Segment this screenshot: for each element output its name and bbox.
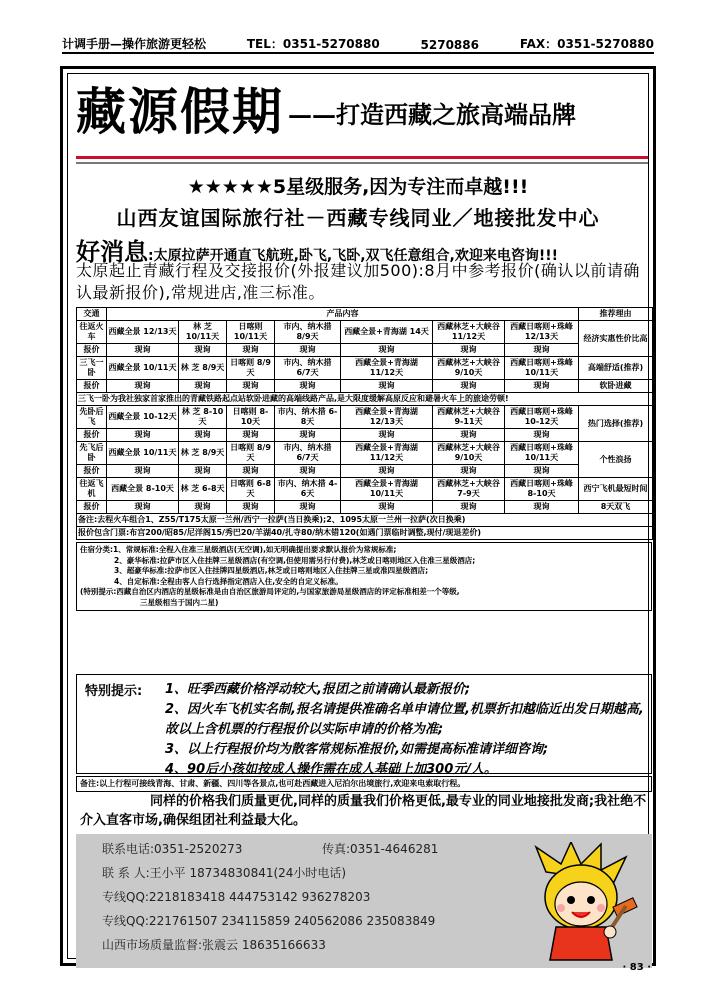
price-ask: 现询 [275, 501, 341, 514]
product-cell: 西藏全景+青海湖 12/13天 [341, 406, 433, 429]
price-ask: 现询 [179, 465, 227, 478]
product-cell: 西藏全景 10/11天 [107, 442, 179, 465]
recommend-reason: 经济实惠性价比高 [579, 321, 653, 357]
contact-person: 联 系 人:王小平 18734830841(24小时电话) [102, 866, 347, 880]
special-tips [76, 674, 652, 777]
price-table [76, 307, 653, 540]
transport-mode: 先飞后卧 [77, 442, 107, 465]
price-ask: 现询 [505, 429, 579, 442]
table-header-row [77, 308, 653, 321]
accommodation-note-line: 3、超豪华标准:拉萨市区入住挂牌四星级酒店,林芝或日喀则地区入住挂牌三星或准四星级酒店; [114, 566, 429, 575]
product-cell: 西藏全景 10-12天 [107, 406, 179, 429]
product-cell: 西藏林芝+大峡谷 7-9天 [433, 478, 505, 501]
page-header [62, 34, 654, 54]
price-ask: 现询 [275, 380, 341, 393]
price-ask: 现询 [341, 380, 433, 393]
price-ask: 现询 [433, 501, 505, 514]
price-ask: 现询 [341, 429, 433, 442]
good-news-label: 好消息 [76, 237, 148, 266]
price-label: 报价 [77, 380, 107, 393]
special-tip: 3、以上行程报价均为散客常规标准报价,如需提高标准请详细咨询; [165, 742, 549, 757]
price-ask: 现询 [433, 465, 505, 478]
grey-divider [76, 162, 648, 164]
table-row [77, 478, 653, 501]
price-ask: 现询 [227, 344, 275, 357]
price-ask: 现询 [341, 344, 433, 357]
product-cell: 林 芝 8-10天 [179, 406, 227, 429]
product-cell: 林 芝 6-8天 [179, 478, 227, 501]
product-cell: 西藏全景+青海湖 11/12天 [341, 357, 433, 380]
special-label: 特别提示: [85, 684, 143, 699]
price-ask: 现询 [227, 380, 275, 393]
recommend-reason: 西宁飞机最短时间 [579, 478, 653, 501]
product-cell: 西藏林芝+大峡谷 11/12天 [433, 321, 505, 344]
product-cell: 西藏日喀则+珠峰 10/11天 [505, 357, 579, 380]
price-ask: 现询 [107, 344, 179, 357]
table-note-row [77, 393, 653, 406]
price-ask: 现询 [505, 465, 579, 478]
product-cell: 西藏全景 10/11天 [107, 357, 179, 380]
product-cell: 林 芝 8/9天 [179, 442, 227, 465]
price-ask: 现询 [505, 501, 579, 514]
product-cell: 西藏林芝+大峡谷 9-11天 [433, 406, 505, 429]
product-cell: 西藏日喀则+珠峰 12/13天 [505, 321, 579, 344]
product-cell: 西藏全景+青海湖 11/12天 [341, 442, 433, 465]
page-number: · 83 · [622, 962, 651, 973]
price-ask: 现询 [433, 380, 505, 393]
recommend-reason: 个性浪扬 [579, 442, 653, 478]
product-cell: 西藏全景 12/13天 [107, 321, 179, 344]
price-ask: 现询 [179, 380, 227, 393]
accommodation-note-line: 三星级相当于国内二星) [140, 597, 219, 607]
contact-box [76, 834, 652, 968]
header-brand: 计调手册—操作旅游更轻松 [62, 37, 207, 51]
price-ask: 现询 [341, 501, 433, 514]
price-ask: 现询 [107, 501, 179, 514]
product-cell: 西藏林芝+大峡谷 9/10天 [433, 357, 505, 380]
accommodation-note-line: 2、豪华标准:拉萨市区入住挂牌三星级酒店(有空调,但使用需另行付费),林芝或日喀则地区入住准三星级酒店; [114, 555, 476, 565]
table-price-row [77, 344, 653, 357]
product-cell: 市内、纳木措 4-6天 [275, 478, 341, 501]
price-ask: 现询 [505, 344, 579, 357]
recommend-reason-extra: 8天双飞 [579, 501, 653, 514]
special-tip: 2、因火车飞机实名制,报名请提供准确名单申请位置,机票折扣越临近出发日期越高,故以上含机票的行程报价以实际申请的价格为准; [165, 702, 644, 737]
price-ask: 现询 [179, 501, 227, 514]
product-cell: 日喀则 6-8天 [227, 478, 275, 501]
price-ask: 现询 [179, 344, 227, 357]
table-note-row [77, 527, 653, 540]
table-note-row [77, 514, 653, 527]
red-divider [76, 156, 648, 159]
table-price-row [77, 501, 653, 514]
price-ask: 现询 [107, 429, 179, 442]
price-ask: 现询 [227, 429, 275, 442]
price-ask: 现询 [433, 429, 505, 442]
product-cell: 林 芝 8/9天 [179, 357, 227, 380]
contact-fax: 传真:0351-4646281 [322, 842, 439, 856]
head-content: 产品内容 [107, 308, 579, 321]
price-ask: 现询 [275, 429, 341, 442]
main-title: 藏源假期 [76, 82, 284, 141]
table-row [77, 406, 653, 429]
product-cell: 日喀则 8-10天 [227, 406, 275, 429]
head-transport: 交通 [77, 308, 107, 321]
product-cell: 西藏日喀则+珠峰 10/11天 [505, 442, 579, 465]
table-row [77, 321, 653, 344]
table-row [77, 357, 653, 380]
table-price-row [77, 429, 653, 442]
product-cell: 市内、纳木措 6/7天 [275, 442, 341, 465]
price-label: 报价 [77, 344, 107, 357]
note-train: 备注:去程火车组合1、Z55/T175太原一兰州/西宁一拉萨(当日换乘);2、1095太原一兰州一拉萨(次日换乘) [77, 514, 653, 527]
header-tel: TEL：0351-5270880 [246, 37, 380, 51]
contact-phone: 联系电话:0351-2520273 [102, 842, 243, 856]
contact-qq2: 专线QQ:221761507 234115859 240562086 235083849 [102, 914, 436, 928]
product-cell: 西藏日喀则+珠峰 10-12天 [505, 406, 579, 429]
accommodation-note-line: 住宿分类:1、常规标准:全程入住准三星级酒店(无空调),如无明确提出要求默认报价为常规标准; [80, 545, 397, 554]
price-ask: 现询 [433, 344, 505, 357]
special-tip: 1、旺季西藏价格浮动较大,报团之前请确认最新报价; [165, 682, 471, 697]
ad-inner-frame [67, 73, 649, 959]
product-cell: 西藏全景+青海湖 14天 [341, 321, 433, 344]
product-cell: 西藏全景 8-10天 [107, 478, 179, 501]
price-ask: 现询 [275, 465, 341, 478]
price-ask: 现询 [341, 465, 433, 478]
ad-frame [60, 66, 656, 966]
product-cell: 市内、纳木措 6-8天 [275, 406, 341, 429]
price-ask: 现询 [107, 465, 179, 478]
slogan: 同样的价格我们质量更优,同样的质量我们价格更低,最专业的同业地接批发商;我社绝不介入直客市场,确保组团社利益最大化。 [80, 794, 647, 828]
star-service-line: ★★★★★5星级服务,因为专注而卓越!!! [187, 176, 529, 198]
product-cell: 西藏日喀则+珠峰 8-10天 [505, 478, 579, 501]
accommodation-note-line: (特别提示:西藏自治区内酒店的星级标准是由自治区旅游局评定的,与国家旅游局星级酒店的评定标准相差一个等级, [80, 587, 460, 596]
price-ask: 现询 [227, 501, 275, 514]
note-ticket: 报价包含门票:布宫200/昭85/尼洋阁15/秀巴20/羊湖40/扎寺80/纳木错120(如遇门票临时调整,现付/现退差价) [77, 527, 653, 540]
price-ask: 现询 [275, 344, 341, 357]
accommodation-note-line: 4、自定标准:全程由客人自行选择指定酒店入住,安全的自定义标准。 [114, 576, 343, 586]
recommend-reason-extra: 软卧进藏 [579, 380, 653, 393]
table-price-row [77, 465, 653, 478]
price-ask: 现询 [505, 380, 579, 393]
head-reason: 推荐理由 [579, 308, 653, 321]
recommend-reason: 热门选择(推荐) [579, 406, 653, 442]
sanfei-note: 三飞一卧为我社独家首家推出的青藏铁路起点站软卧进藏的高端线路产品,是大限度缓解高原反应和避暑火车上的旅途劳顿! [77, 393, 653, 406]
transport-mode: 先卧后飞 [77, 406, 107, 429]
product-cell: 市内、纳木措 6/7天 [275, 357, 341, 380]
product-cell: 林 芝 10/11天 [179, 321, 227, 344]
header-fax: FAX：0351-5270880 [519, 37, 654, 51]
contact-supervisor: 山西市场质量监督:张震云 18635166633 [102, 938, 326, 952]
price-label: 报价 [77, 429, 107, 442]
price-label: 报价 [77, 465, 107, 478]
transport-mode: 三飞一卧 [77, 357, 107, 380]
price-ask: 现询 [227, 465, 275, 478]
good-news-text: :太原拉萨开通直飞航班,卧飞,飞卧,双飞任意组合,欢迎来电咨询!!! [148, 248, 559, 264]
price-ask: 现询 [107, 380, 179, 393]
title-row [76, 84, 648, 140]
price-label: 报价 [77, 501, 107, 514]
table-price-row [77, 380, 653, 393]
product-cell: 西藏林芝+大峡谷 9/10天 [433, 442, 505, 465]
agency-name: 山西友谊国际旅行社－西藏专线同业／地接批发中心 [116, 206, 600, 230]
product-cell: 西藏全景+青海湖 10/11天 [341, 478, 433, 501]
recommend-reason: 高端舒适(推荐) [579, 357, 653, 380]
product-cell: 市内、纳木措 8/9天 [275, 321, 341, 344]
table-row [77, 442, 653, 465]
price-ask: 现询 [179, 429, 227, 442]
product-cell: 日喀则 10/11天 [227, 321, 275, 344]
intro-paragraph: 太原起止青藏行程及交接报价(外报建议加500):8月中参考报价(确认以前请确认最新报价),常规进店,准三标准。 [76, 261, 640, 302]
header-tel2: 5270886 [420, 38, 479, 52]
special-tip: 4、90后小孩如按成人操作需在成人基础上加300元/人。 [165, 762, 498, 777]
product-cell: 日喀则 8/9天 [227, 357, 275, 380]
contact-qq1: 专线QQ:2218183418 444753142 936278203 [102, 890, 371, 904]
cartoon-kid-illustration [516, 842, 646, 962]
remark-line: 备注:以上行程可接线青海、甘肃、新疆、四川等各景点,也可赴西藏进入尼泊尔出境旅行,欢迎来电索取行程。 [76, 776, 652, 792]
special-tips-list [165, 680, 647, 780]
sub-title: ——打造西藏之旅高端品牌 [288, 100, 576, 129]
transport-mode: 往返火车 [77, 321, 107, 344]
product-cell: 日喀则 8/9天 [227, 442, 275, 465]
accommodation-notes [76, 542, 652, 611]
transport-mode: 往返飞机 [77, 478, 107, 501]
